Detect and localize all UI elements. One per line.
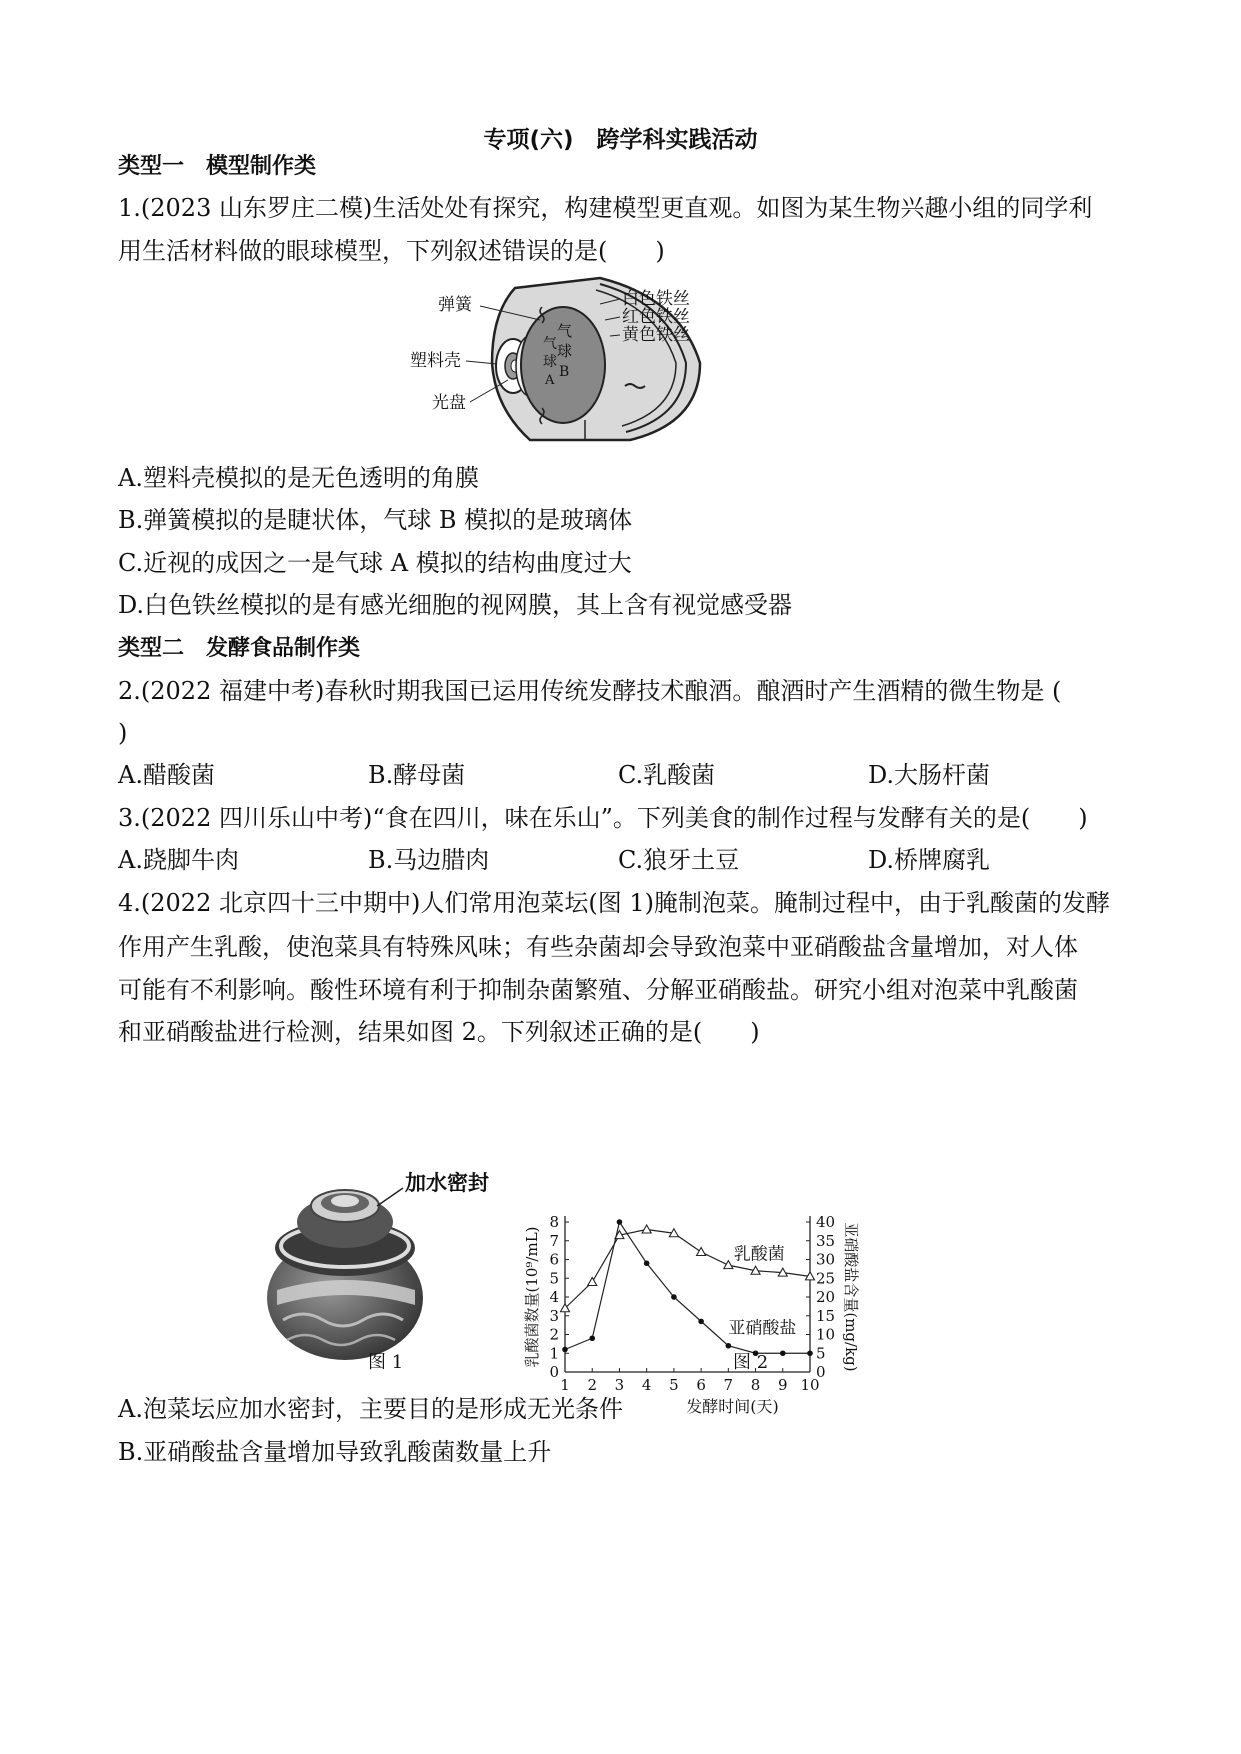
q3-option-b: B.马边腊肉 xyxy=(368,846,490,874)
series-1-point xyxy=(642,1225,651,1233)
series-1-label: 乳酸菌 xyxy=(733,1244,785,1265)
q1-option-b: B.弹簧模拟的是睫状体，气球 B 模拟的是玻璃体 xyxy=(118,506,633,534)
q1-line-2: 用生活材料做的眼球模型，下列叙述错误的是( ) xyxy=(118,237,665,265)
q2-option-c: C.乳酸菌 xyxy=(618,761,716,789)
q1-option-c: C.近视的成因之一是气球 A 模拟的结构曲度过大 xyxy=(118,549,632,577)
series-2-point xyxy=(589,1335,595,1341)
section-heading-1: 类型一 模型制作类 xyxy=(118,154,317,179)
q4-line-2: 作用产生乳酸，使泡菜具有特殊风味；有些杂菌却会导致泡菜中亚硝酸盐含量增加，对人体 xyxy=(118,933,1078,961)
q4-option-b: B.亚硝酸盐含量增加导致乳酸菌数量上升 xyxy=(118,1438,552,1466)
right-tick-label: 15 xyxy=(816,1306,836,1325)
balloon-b-char-1: 气 xyxy=(557,322,573,340)
disc-label: 光盘 xyxy=(432,393,466,413)
q3-option-a: A.跷脚牛肉 xyxy=(118,846,239,874)
x-tick-label: 1 xyxy=(560,1376,570,1394)
left-axis-label: 乳酸菌数量(10⁹/mL) xyxy=(523,1226,541,1368)
series-2-point xyxy=(617,1219,623,1225)
series-2-point xyxy=(807,1350,813,1356)
right-tick-label: 10 xyxy=(816,1325,836,1344)
left-tick-label: 5 xyxy=(549,1269,559,1288)
balloon-a-char-3: A xyxy=(545,373,555,388)
left-tick-label: 2 xyxy=(549,1325,559,1344)
x-tick-label: 7 xyxy=(723,1376,734,1394)
balloon-b-char-3: B xyxy=(559,364,570,380)
q4-line-1: 4.(2022 北京四十三中期中)人们常用泡菜坛(图 1)腌制泡菜。腌制过程中，由于乳酸菌的发酵 xyxy=(118,889,1110,917)
section-heading-2: 类型二 发酵食品制作类 xyxy=(118,636,361,661)
balloon-b-char-2: 球 xyxy=(557,342,573,360)
left-tick-label: 3 xyxy=(549,1306,559,1325)
left-tick-label: 4 xyxy=(549,1288,559,1306)
series-2-label: 亚硝酸盐 xyxy=(728,1318,797,1339)
right-tick-label: 25 xyxy=(816,1269,836,1288)
q2-line-2: ) xyxy=(118,719,128,747)
right-tick-label: 0 xyxy=(816,1363,826,1381)
page-title: 专项(六) 跨学科实践活动 xyxy=(483,127,758,153)
spring-label: 弹簧 xyxy=(438,295,472,315)
right-tick-label: 30 xyxy=(816,1250,836,1269)
series-2-point xyxy=(726,1343,732,1349)
x-tick-label: 10 xyxy=(800,1376,820,1394)
q4-option-a: A.泡菜坛应加水密封，主要目的是形成无光条件 xyxy=(118,1395,623,1423)
yellow-wire-label: 黄色铁丝 xyxy=(622,325,690,345)
series-2-point xyxy=(698,1319,704,1325)
right-tick-label: 40 xyxy=(816,1213,836,1231)
plastic-shell-label: 塑料壳 xyxy=(410,351,461,371)
fig2-caption: 图 2 xyxy=(733,1352,769,1373)
q4-line-4: 和亚硝酸盐进行检测，结果如图 2。下列叙述正确的是( ) xyxy=(118,1018,760,1046)
q2-line-1: 2.(2022 福建中考)春秋时期我国已运用传统发酵技术酿酒。酿酒时产生酒精的微生物是 ( xyxy=(118,677,1062,705)
right-tick-label: 35 xyxy=(816,1231,836,1250)
q3-option-d: D.桥牌腐乳 xyxy=(868,846,991,874)
series-2-point xyxy=(780,1350,786,1356)
q3-line-1: 3.(2022 四川乐山中考)“食在四川，味在乐山”。下列美食的制作过程与发酵有关的是( ) xyxy=(118,804,1088,832)
fig1-caption: 图 1 xyxy=(368,1352,404,1373)
q2-option-b: B.酵母菌 xyxy=(368,761,466,789)
right-tick-label: 20 xyxy=(816,1288,836,1306)
white-wire-label: 白色铁丝 xyxy=(622,289,690,309)
x-tick-label: 5 xyxy=(669,1376,679,1394)
right-axis-label: 亚硝酸盐含量(mg/kg) xyxy=(842,1222,860,1372)
q4-line-3: 可能有不利影响。酸性环境有利于抑制杂菌繁殖、分解亚硝酸盐。研究小组对泡菜中乳酸菌 xyxy=(118,976,1078,1004)
series-2-point xyxy=(671,1294,677,1300)
balloon-a-char-2: 球 xyxy=(543,354,557,370)
q1-option-a: A.塑料壳模拟的是无色透明的角膜 xyxy=(118,464,479,492)
x-tick-label: 9 xyxy=(778,1376,788,1394)
series-1-point xyxy=(697,1248,706,1256)
left-tick-label: 8 xyxy=(549,1213,559,1231)
series-2-point xyxy=(644,1260,650,1266)
water-seal-label: 加水密封 xyxy=(405,1171,489,1195)
x-tick-label: 3 xyxy=(614,1376,625,1394)
left-tick-label: 1 xyxy=(549,1344,559,1363)
left-tick-label: 6 xyxy=(549,1250,559,1269)
series-2-point xyxy=(562,1347,568,1353)
x-tick-label: 2 xyxy=(587,1376,597,1394)
series-1-point xyxy=(724,1261,733,1269)
left-tick-label: 0 xyxy=(549,1363,559,1381)
q1-option-d: D.白色铁丝模拟的是有感光细胞的视网膜，其上含有视觉感受器 xyxy=(118,591,793,619)
x-tick-label: 6 xyxy=(696,1376,706,1394)
q2-option-d: D.大肠杆菌 xyxy=(868,761,991,789)
x-axis-label: 发酵时间(天) xyxy=(686,1397,779,1416)
x-tick-label: 4 xyxy=(641,1376,652,1394)
red-wire-label: 红色铁丝 xyxy=(622,307,690,327)
x-tick-label: 8 xyxy=(750,1376,761,1394)
q3-option-c: C.狼牙土豆 xyxy=(618,846,740,874)
right-tick-label: 5 xyxy=(816,1344,826,1363)
series-1-point xyxy=(588,1278,597,1286)
eye-model-figure xyxy=(400,268,820,448)
pickle-jar-figure xyxy=(265,1170,495,1365)
q1-line-1: 1.(2023 山东罗庄二模)生活处处有探究，构建模型更直观。如图为某生物兴趣小组的同学利 xyxy=(118,194,1093,222)
q2-option-a: A.醋酸菌 xyxy=(118,761,215,789)
left-tick-label: 7 xyxy=(549,1231,559,1250)
balloon-a-char-1: 气 xyxy=(543,336,557,352)
